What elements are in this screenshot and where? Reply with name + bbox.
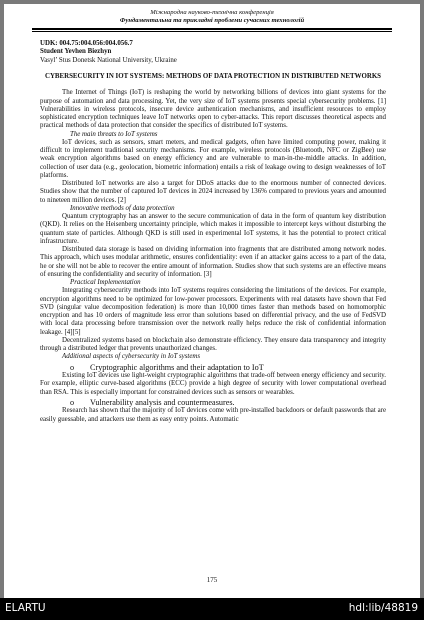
bullet-item-crypto (70, 363, 386, 373)
paragraph-quantum: Quantum cryptography has an answer to the secure communication of data in the form of quantum key distribution (QKD). It relies on the Heisenberg uncertainty principle, which makes it impossible to intercept keys without disturbing the quantum state of particles. Although QKD is still used in experimental IoT systems, it has the potential to protect critical infrastructure. (40, 213, 386, 245)
document-page (4, 4, 420, 598)
header-topic-line: Фундаментальна та прикладні проблеми сучасних технологій (119, 17, 305, 24)
paragraph-lightweight-crypto: Existing IoT devices use light-weight cryptographic algorithms that trade-off between energy efficiency and security. For example, elliptic curve-based algorithms (ECC) provide a high degree of security with lower computational overhead than RSA. This is especially important for constrained devices such as sensors or wearables. (40, 372, 386, 396)
author-affiliation: Vasyl’ Stus Donetsk National University, Ukraine (40, 56, 177, 64)
subheading-additional: Additional aspects of cybersecurity in IoT systems (62, 353, 201, 361)
paragraph-device-limits: IoT devices, such as sensors, smart meters, and medical gadgets, often have limited computing power, making it difficult to implement traditional security mechanisms. For example, wireless protocols (Bluetooth, NFC or ZigBee) use weak encryption algorithms based on energy efficiency and are vulnerable to man-in-the-middle attacks. In addition, collection of user data (e.g., geolocation, biometric information) entails a risk of leakage owing to design weaknesses of IoT platforms. (40, 138, 386, 179)
paragraph-intro: The Internet of Things (IoT) is reshaping the world by networking billions of devices into giant systems for the purpose of automation and data processing. Yet, the very size of IoT systems presents special cybersecurity problems. [1] Vulnerabilities in wireless protocols, insecure device authentication mechanisms, and insufficient resources to employ sophisticated encryption techniques leave IoT networks open to cyber-attacks. This report discusses theoretical aspects and practical methods of data protection that consider the specifics of distributed IoT systems. (40, 89, 386, 130)
repository-name: ELARTU (5, 602, 46, 614)
bullet-marker: o (70, 362, 75, 372)
paragraph-ddos: Distributed IoT networks are also a target for DDoS attacks due to the enormous number of connected devices. Studies show that the number of captured IoT devices in 2024 increased by 136% compared to previous years and amounted to nineteen million devices. [2] (40, 180, 386, 204)
paragraph-backdoors: Research has shown that the majority of IoT devices come with pre-installed backdoors or default passwords that are easily guessable, and attackers use them as easy entry points. Automatic (40, 407, 386, 423)
paragraph-blockchain: Decentralized systems based on blockchain also demonstrate efficiency. They ensure data transparency and integrity through a distributed ledger that prevents unauthorized changes. (40, 336, 386, 352)
header-divider-thick (32, 28, 392, 30)
page-number: 175 (206, 576, 218, 584)
subheading-threats: The main threats to IoT systems (70, 130, 158, 138)
handle-identifier: hdl:lib/48819 (348, 602, 418, 614)
subheading-innovative: Innovative methods of data protection (70, 204, 175, 212)
header-divider-thin (32, 31, 392, 32)
bullet-item-vulnerability (70, 398, 386, 408)
udk-code: UDK: 004.75:004.056:004.056.7 (40, 40, 133, 47)
bullet-text: Vulnerability analysis and countermeasures. (90, 397, 235, 407)
paragraph-integration: Integrating cybersecurity methods into IoT systems requires considering the limitations of the devices. For example, encryption algorithms need to be optimized for low-power processors. Experiments with real datasets have shown that Fed SVD (singular value decomposition federation) is more than 10,000 times faster than methods based on homomorphic encryption and has 10 orders of magnitude less error than solutions based on differential privacy, and the use of FedSVD with local data processing before transmission over the network really helps reduce the risk of confidential information leakage. [4][5] (40, 287, 386, 336)
bullet-text: Cryptographic algorithms and their adaptation to IoT (90, 362, 264, 372)
article-title: CYBERSECURITY IN IOT SYSTEMS: METHODS OF DATA PROTECTION IN DISTRIBUTED NETWORKS (44, 72, 382, 80)
author-name: Student Yevhen Biezhyn (40, 48, 112, 56)
repository-footer-bar (0, 598, 424, 620)
bullet-marker: o (70, 397, 75, 407)
header-conference-line: Міжнародна науково-технічна конференція (150, 9, 274, 16)
paragraph-distributed-storage: Distributed data storage is based on dividing information into fragments that are distributed among network nodes. This approach, which uses modular arithmetic, ensures confidentiality: even if an attacker gains access to a part of the data, he or she will not be able to recover the entire amount of information. Studies show that such systems are an effective means of ensuring the confidentiality and security of information. [3] (40, 246, 386, 278)
article-body (40, 40, 386, 424)
running-header (34, 9, 390, 25)
subheading-practical: Practical Implementation (70, 279, 141, 286)
